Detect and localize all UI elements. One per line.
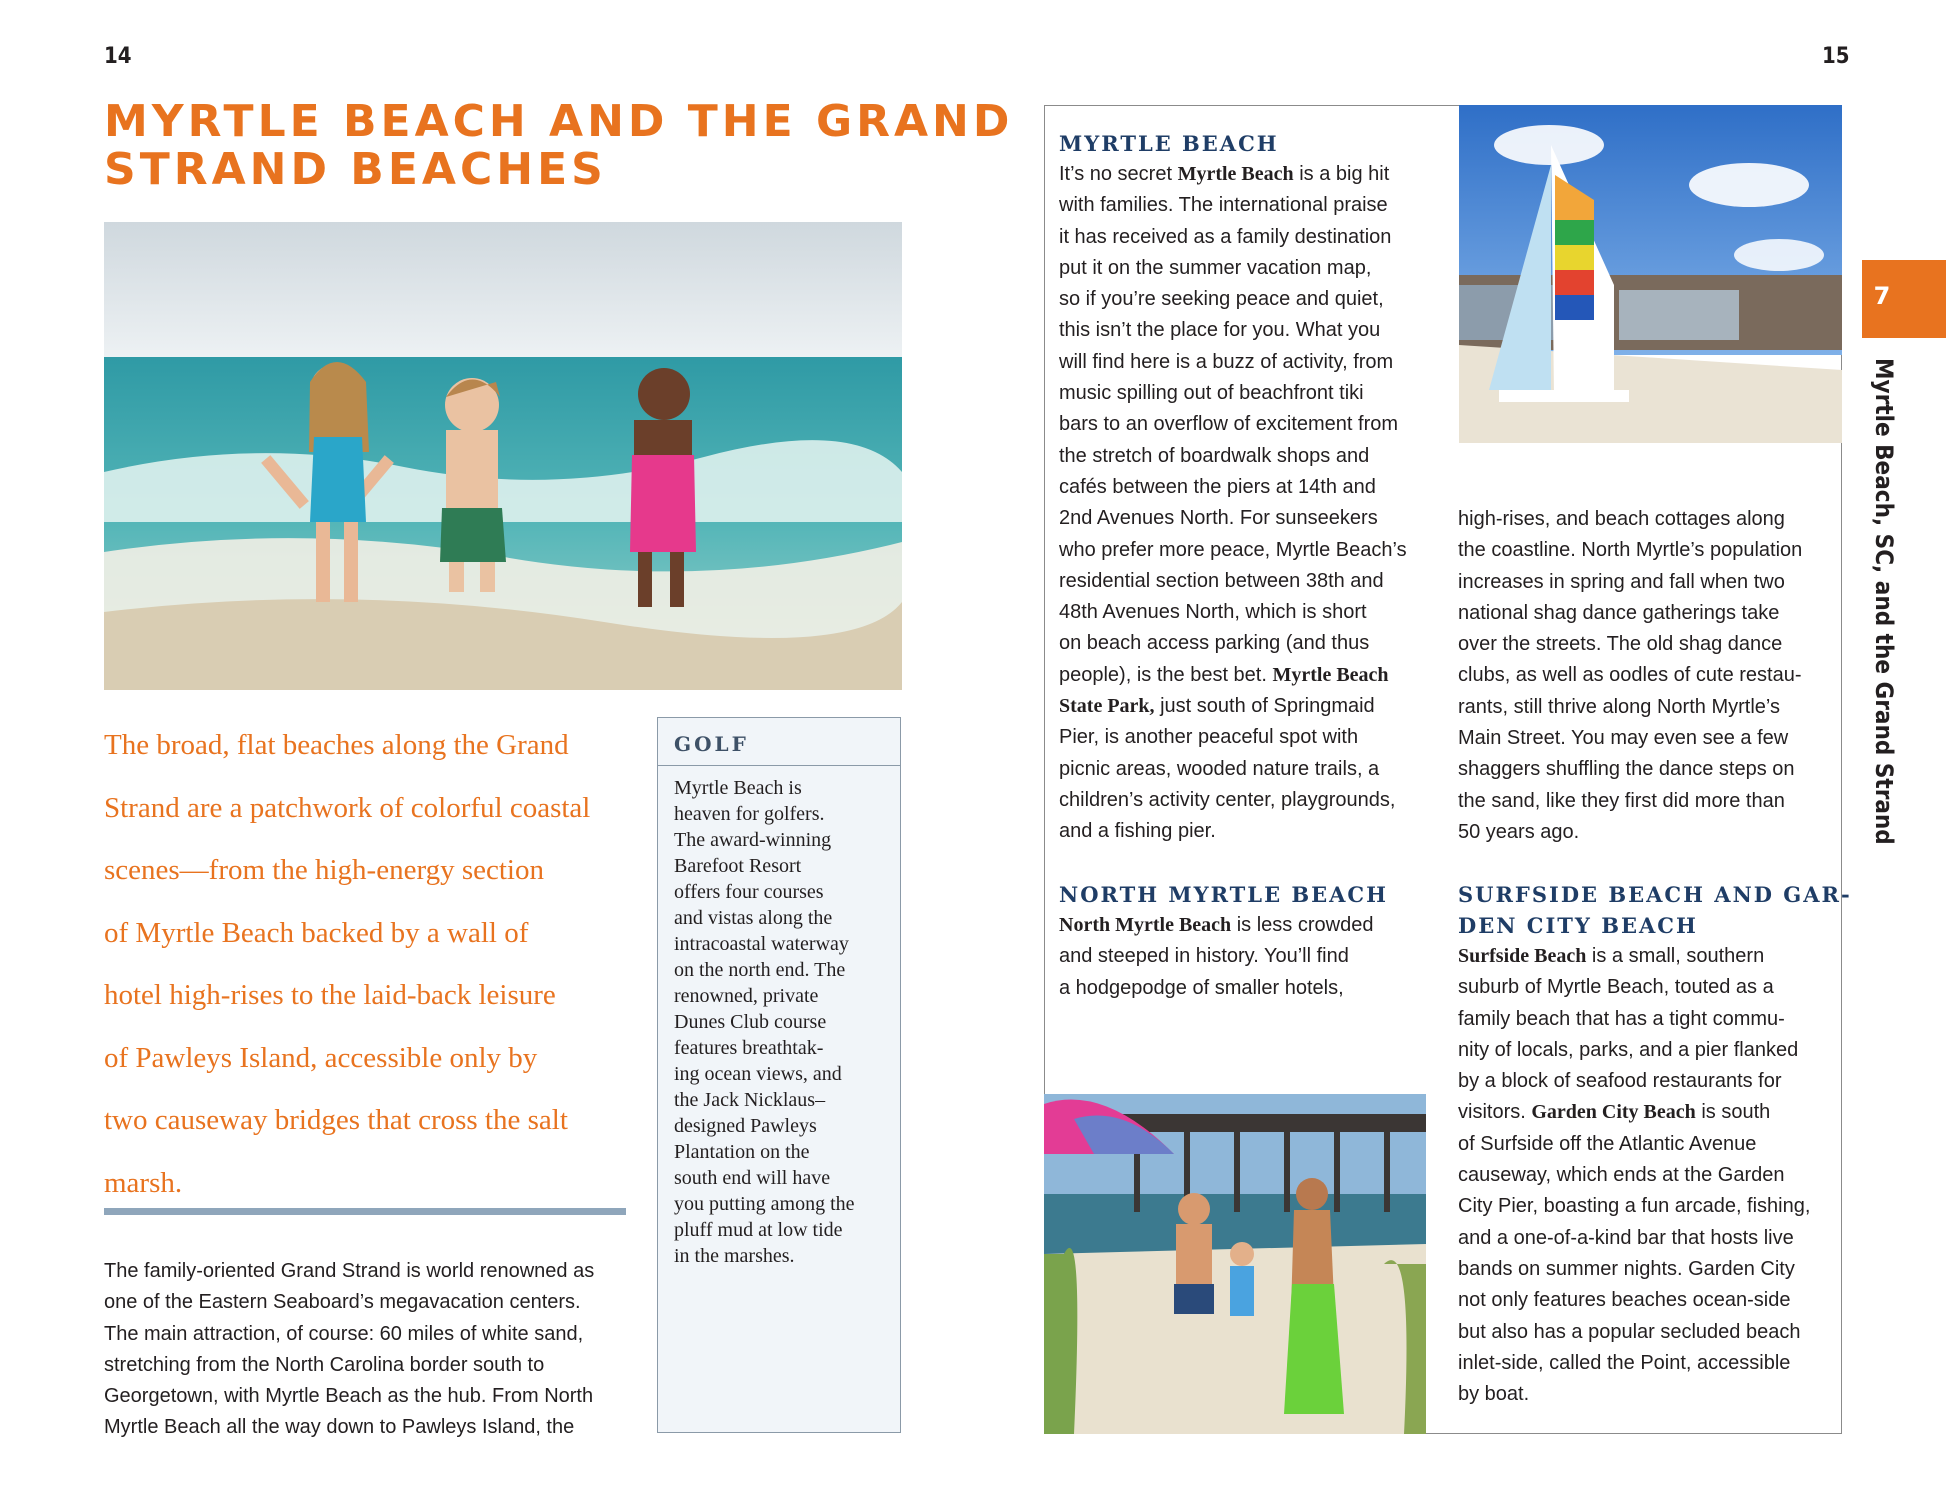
body-line: picnic areas, wooded nature trails, a (1059, 757, 1380, 780)
golf-line: Plantation on the (674, 1141, 810, 1163)
heading-line: DEN CITY BEACH (1458, 913, 1698, 938)
bold-name: Surfside Beach (1458, 945, 1587, 967)
golf-line: and vistas along the (674, 907, 833, 929)
pullquote-line: Strand are a patchwork of colorful coastal (104, 791, 591, 824)
text-run: just south of Springmaid (1154, 695, 1375, 718)
bold-name: Garden City Beach (1531, 1101, 1696, 1124)
text-run: is a big hit (1293, 163, 1390, 185)
body-line: and a one-of-a-kind bar that hosts live (1458, 1226, 1794, 1249)
body-line (1458, 1097, 1810, 1128)
body-line (1059, 660, 1407, 691)
heading-line: SURFSIDE BEACH AND GAR- (1458, 882, 1852, 907)
bold-name: Myrtle Beach (1177, 163, 1294, 185)
golf-line: offers four courses (674, 881, 824, 903)
golf-line: Dunes Club course (674, 1011, 827, 1033)
text-run: is south (1695, 1101, 1771, 1124)
pullquote-rule (104, 1208, 626, 1215)
body-line: clubs, as well as oodles of cute restau- (1458, 664, 1802, 687)
text-run: It’s no secret (1059, 163, 1178, 185)
body-line: City Pier, boasting a fun arcade, fishing, (1458, 1195, 1811, 1218)
text-run: is a small, southern (1586, 945, 1765, 967)
body-line: nity of locals, parks, and a pier flanked (1458, 1038, 1799, 1061)
pullquote-line: marsh. (104, 1166, 183, 1199)
pier-family-photo (1044, 1094, 1426, 1434)
bold-name: North Myrtle Beach (1059, 914, 1232, 936)
body-line (1059, 691, 1407, 722)
golf-line: features breathtak- (674, 1037, 824, 1059)
body-line: children’s activity center, playgrounds, (1059, 788, 1396, 811)
body-line: high-rises, and beach cottages along (1458, 508, 1785, 530)
pullquote-line: scenes—from the high-energy section (104, 854, 544, 886)
text-run: visitors. (1458, 1101, 1532, 1124)
body-line: 48th Avenues North, which is short (1059, 601, 1367, 624)
title-line: MYRTLE BEACH AND THE GRAND (104, 96, 1014, 147)
text-run: people), is the best bet. (1059, 663, 1273, 686)
golf-line: designed Pawleys (674, 1115, 817, 1137)
pullquote-line: of Pawleys Island, accessible only by (104, 1041, 538, 1074)
body-line (1059, 910, 1373, 941)
body-line: of Surfside off the Atlantic Avenue (1458, 1132, 1757, 1155)
surfside-text (1458, 941, 1810, 1410)
title-line: STRAND BEACHES (104, 144, 607, 195)
golf-line: in the marshes. (674, 1245, 795, 1267)
chapter-number: 7 (1873, 282, 1891, 310)
golf-text (674, 775, 855, 1269)
pullquote-line: The broad, flat beaches along the Grand (104, 729, 569, 761)
myrtle-beach-heading: MYRTLE BEACH (1059, 131, 1279, 156)
body-line: national shag dance gatherings take (1458, 601, 1780, 624)
left-page-number: 14 (104, 44, 132, 69)
golf-line: pluff mud at low tide (674, 1219, 843, 1241)
body-line: inlet-side, called the Point, accessible (1458, 1351, 1791, 1374)
body-line: residential section between 38th and (1059, 569, 1384, 592)
running-head (1858, 358, 1908, 845)
surfside-heading (1458, 879, 1852, 941)
pullquote-line: two causeway bridges that cross the salt (104, 1104, 568, 1136)
body-line: 2nd Avenues North. For sunseekers (1059, 507, 1378, 530)
body-line: bars to an overflow of excitement from (1059, 413, 1399, 436)
body-line: put it on the summer vacation map, (1059, 256, 1372, 279)
myrtle-beach-text (1059, 159, 1407, 848)
body-line: suburb of Myrtle Beach, touted as a (1458, 976, 1774, 999)
body-line: not only features beaches ocean-side (1458, 1289, 1791, 1312)
kids-in-surf-image (104, 222, 902, 690)
body-line: who prefer more peace, Myrtle Beach’s (1059, 538, 1407, 561)
north-myrtle-beach-continued (1458, 504, 1802, 848)
golf-line: The award-winning (674, 829, 832, 851)
golf-line: south end will have (674, 1167, 831, 1189)
body-line: The family-oriented Grand Strand is world renowned as (104, 1260, 595, 1282)
body-line: 50 years ago. (1458, 820, 1580, 843)
body-line: will find here is a buzz of activity, from (1059, 350, 1394, 373)
body-line: stretching from the North Carolina border south to (104, 1353, 545, 1376)
golf-line: heaven for golfers. (674, 803, 825, 825)
body-line: by boat. (1458, 1383, 1530, 1406)
page-title (104, 96, 1014, 195)
body-line: family beach that has a tight commu- (1458, 1007, 1785, 1030)
golf-sidebar (657, 717, 901, 1433)
right-page-number: 15 (1822, 44, 1850, 69)
sailboat-image (1459, 105, 1842, 443)
golf-heading: GOLF (658, 718, 900, 766)
north-myrtle-beach-text (1059, 910, 1373, 1004)
body-line: the sand, like they first did more than (1458, 789, 1785, 812)
body-line: Georgetown, with Myrtle Beach as the hub. From North (104, 1385, 594, 1408)
golf-line: renowned, private (674, 985, 819, 1007)
chapter-title: Myrtle Beach, SC, and the Grand Strand (1870, 358, 1898, 845)
golf-line: you putting among the (674, 1193, 855, 1215)
pullquote-line: of Myrtle Beach backed by a wall of (104, 916, 529, 949)
golf-line: Myrtle Beach is (674, 777, 802, 799)
body-line: and steeped in history. You’ll find (1059, 945, 1349, 968)
body-line: by a block of seafood restaurants for (1458, 1070, 1782, 1093)
body-line: cafés between the piers at 14th and (1059, 475, 1376, 498)
body-line: the stretch of boardwalk shops and (1059, 444, 1370, 467)
body-line: Pier, is another peaceful spot with (1059, 726, 1359, 749)
body-line: shaggers shuffling the dance steps on (1458, 758, 1795, 781)
golf-line: intracoastal waterway (674, 933, 849, 955)
bold-name: Myrtle Beach (1272, 663, 1389, 686)
kids-in-surf-photo (104, 222, 902, 690)
sailboat-photo (1459, 105, 1842, 443)
text-run: is less crowded (1231, 914, 1374, 936)
body-line: it has received as a family destination (1059, 225, 1392, 248)
pier-family-image (1044, 1094, 1426, 1434)
north-myrtle-beach-heading: NORTH MYRTLE BEACH (1059, 882, 1388, 907)
golf-line: the Jack Nicklaus– (674, 1089, 826, 1111)
body-line: but also has a popular secluded beach (1458, 1320, 1801, 1343)
body-line: rants, still thrive along North Myrtle’s (1458, 695, 1780, 718)
body-line: with families. The international praise (1059, 194, 1388, 217)
body-line: one of the Eastern Seaboard’s megavacation centers. (104, 1291, 581, 1314)
body-line: so if you’re seeking peace and quiet, (1059, 288, 1384, 311)
bold-name: State Park, (1059, 695, 1155, 718)
body-line: increases in spring and fall when two (1458, 570, 1785, 593)
body-line: causeway, which ends at the Garden (1458, 1164, 1785, 1187)
body-line: over the streets. The old shag dance (1458, 633, 1783, 656)
body-line: music spilling out of beachfront tiki (1059, 382, 1364, 405)
body-line (1059, 159, 1407, 190)
left-body-text (104, 1256, 594, 1444)
body-line: the coastline. North Myrtle’s population (1458, 539, 1803, 562)
body-line: a hodgepodge of smaller hotels, (1059, 976, 1344, 999)
body-line: Main Street. You may even see a few (1458, 727, 1789, 750)
golf-line: on the north end. The (674, 959, 846, 981)
golf-line: ing ocean views, and (674, 1063, 842, 1085)
body-line: and a fishing pier. (1059, 820, 1216, 843)
pullquote (104, 714, 644, 1214)
body-line: Myrtle Beach all the way down to Pawleys Island, the (104, 1416, 575, 1439)
body-line: on beach access parking (and thus (1059, 632, 1370, 655)
body-line: The main attraction, of course: 60 miles of white sand, (104, 1322, 584, 1345)
body-line (1458, 941, 1810, 972)
body-line: bands on summer nights. Garden City (1458, 1257, 1795, 1280)
golf-line: Barefoot Resort (674, 855, 802, 877)
pullquote-line: hotel high-rises to the laid-back leisure (104, 979, 556, 1011)
body-line: this isn’t the place for you. What you (1059, 319, 1381, 342)
